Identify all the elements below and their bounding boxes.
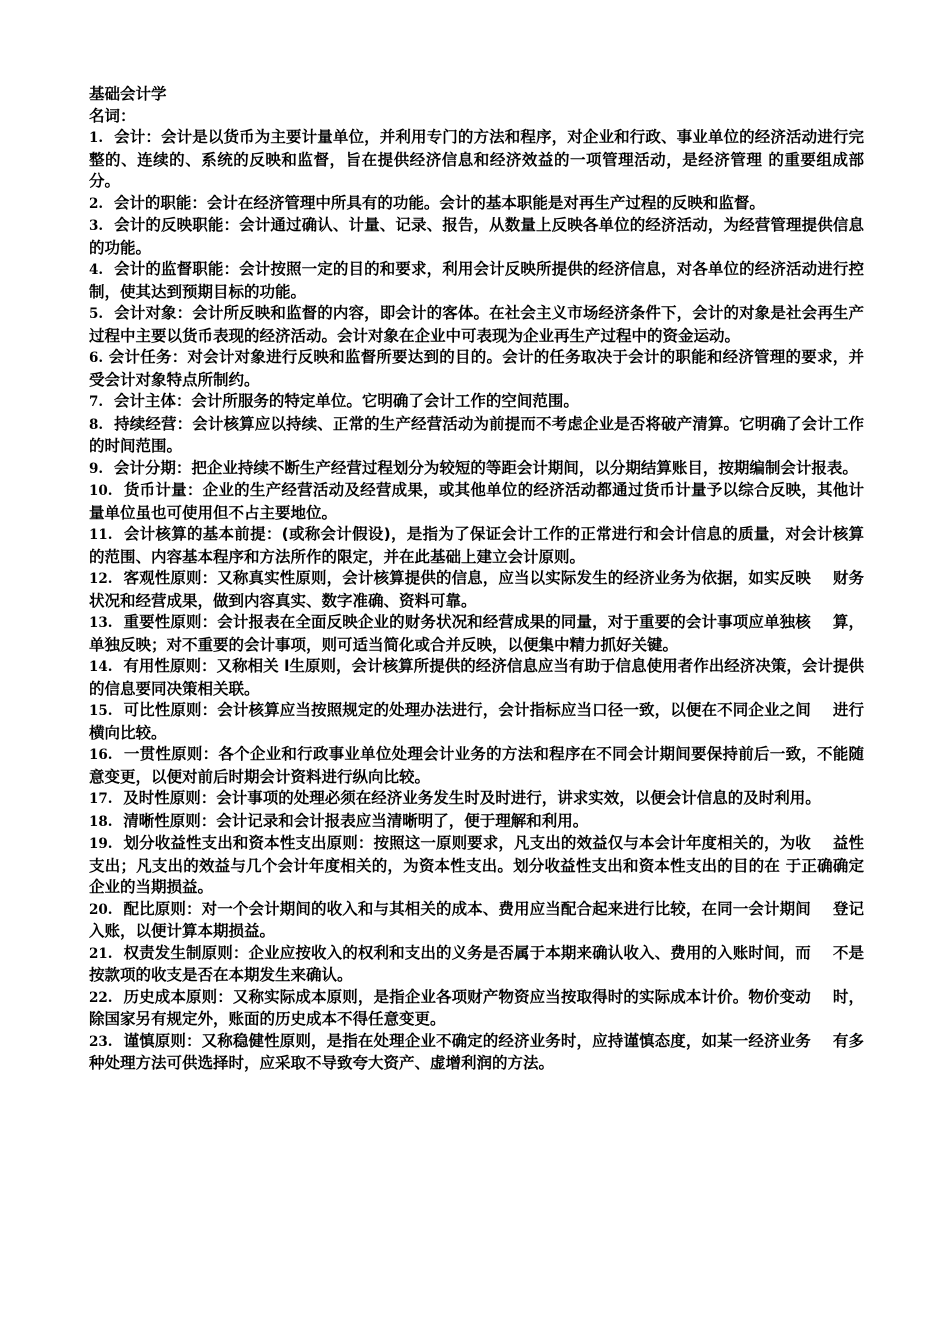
entry-text: 重要性原则：会计报表在全面反映企业的财务状况和经营成果的同量，对于重要的会计事项应单独核 算，单独反映；对不重要的会计事项，则可适当简化或合并反映，以便集中精力抓好关键。 [89, 613, 865, 654]
entry-text: 持续经营：会计核算应以持续、正常的生产经营活动为前提而不考虑企业是否将破产清算。它明确了会计工作的时间范围。 [89, 414, 864, 455]
entry-text: 客观性原则：又称真实性原则，会计核算提供的信息，应当以实际发生的经济业务为依据，如实反映 财务状况和经营成果，做到内容真实、数字准确、资料可靠。 [89, 569, 865, 610]
entry-number: 20. [89, 901, 113, 918]
entry-text: 配比原则：对一个会计期间的收入和与其相关的成本、费用应当配合起来进行比较，在同一会计期间 登记入账，以便计算本期损益。 [89, 899, 865, 940]
definition-entry [89, 700, 864, 744]
entry-text: 一贯性原则：各个企业和行政事业单位处理会计业务的方法和程序在不同会计期间要保持前后一致，不能随意变更，以便对前后时期会计资料进行纵向比较。 [89, 745, 864, 786]
entry-number-gap [113, 745, 124, 763]
entry-number: 13. [89, 615, 113, 631]
entry-number-gap [103, 216, 114, 234]
entry-text: 会计的职能：会计在经济管理中所具有的功能。会计的基本职能是对再生产过程的反映和监督。 [113, 193, 765, 212]
entry-text: 会计分期：把企业持续不断生产经营过程划分为较短的等距会计期间，以分期结算账目，按期编制会计报表。 [113, 458, 858, 477]
entry-number-gap [113, 525, 124, 543]
entry-number: 12. [89, 571, 113, 587]
entry-number: 15. [89, 703, 113, 719]
entry-number-gap [113, 613, 124, 631]
entry-number: 6. [89, 350, 104, 366]
definition-entry [89, 987, 864, 1031]
entry-text: 历史成本原则：又称实际成本原则，是指企业各项财产物资应当按取得时的实际成本计价。物价变动 时，除国家另有规定外，账面的历史成本不得任意变更。 [89, 987, 865, 1028]
definition-entry [89, 414, 864, 458]
entry-number-gap [103, 415, 114, 433]
entry-text: 及时性原则：会计事项的处理必须在经济业务发生时及时进行，讲求实效，以便会计信息的及时利用。 [123, 789, 821, 807]
entry-text: 会计的反映职能：会计通过确认、计量、记录、报告，从数量上反映各单位的经济活动，为经营管理提供信息的功能。 [89, 216, 864, 257]
definition-entry [89, 568, 864, 612]
entry-number-gap [103, 260, 114, 278]
entry-number-gap [103, 459, 114, 477]
entry-number: 22. [89, 989, 113, 1006]
entry-text: 划分收益性支出和资本性支出原则：按照这一原则要求，凡支出的效益仅与本会计年度相关的，为收 益性支出；凡支出的效益与几个会计年度相关的，为资本性支出。划分收益性支出和资本性支出的目的在 于正确确定企业的当期损益。 [89, 834, 865, 896]
entry-text: 可比性原则：会计核算应当按照规定的处理办法进行，会计指标应当口径一致，以便在不同企业之间 进行横向比较。 [89, 701, 865, 742]
definition-list [89, 127, 864, 1075]
entry-text: 清晰性原则：会计记录和会计报表应当清晰明了，便于理解和利用。 [123, 811, 589, 830]
entry-number-gap [113, 569, 124, 587]
definition-entry [89, 899, 864, 943]
definition-entry [89, 303, 864, 347]
definition-entry [89, 744, 864, 788]
entry-number-gap [113, 812, 124, 830]
definition-entry [89, 833, 864, 899]
entry-text: 会计：会计是以货币为主要计量单位，并利用专门的方法和程序，对企业和行政、事业单位的经济活动进行完整的、连续的、系统的反映和监督，旨在提供经济信息和经济效益的一项管理活动，是经济管理 的重要组成部分。 [89, 128, 864, 190]
entry-number: 8. [89, 416, 104, 433]
entry-text: 会计核算的基本前提：(或称会计假设)，是指为了保证会计工作的正常进行和会计信息的质量，对会计核算的范围、内容基本程序和方法所作的限定，并在此基础上建立会计原则。 [89, 525, 865, 566]
entry-number: 16. [89, 747, 113, 763]
entry-text: 货币计量：企业的生产经营活动及经营成果，或其他单位的经济活动都通过货币计量予以综合反映，其他计量单位虽也可使用但不占主要地位。 [89, 481, 864, 522]
entry-number-gap [113, 657, 124, 675]
entry-text: 会计的监督职能：会计按照一定的目的和要求，利用会计反映所提供的经济信息，对各单位的经济活动进行控制，使其达到预期目标的功能。 [89, 260, 864, 301]
entry-number-gap [103, 304, 114, 322]
entry-number: 7. [89, 394, 104, 410]
definition-entry [89, 943, 864, 987]
entry-number-gap [113, 900, 124, 918]
entry-number: 2. [89, 195, 104, 212]
entry-number: 17. [89, 791, 113, 807]
definition-entry [89, 788, 864, 811]
entry-number: 1. [89, 130, 104, 146]
definition-entry [89, 524, 864, 568]
entry-number: 9. [89, 460, 104, 477]
section-label-terms: 名词： [89, 106, 136, 125]
definition-entry [89, 656, 864, 700]
definition-entry [89, 391, 864, 414]
entry-text: 会计对象：会计所反映和监督的内容，即会计的客体。在社会主义市场经济条件下，会计的对象是社会再生产过程中主要以货币表现的经济活动。会计对象在企业中可表现为企业再生产过程中的资金运动。 [89, 304, 864, 345]
entry-number-gap [103, 194, 114, 212]
definition-entry [89, 1031, 864, 1075]
definition-entry [89, 215, 864, 259]
entry-number-gap [113, 1032, 124, 1050]
definition-entry [89, 259, 864, 303]
entry-number-gap [113, 834, 124, 852]
entry-text: 谨慎原则：又称稳健性原则，是指在处理企业不确定的经济业务时，应持谨慎态度，如某一经济业务 有多种处理方法可供选择时，应采取不导致夸大资产、虚增利润的方法。 [89, 1031, 865, 1072]
entry-number-gap [103, 392, 114, 410]
entry-text: 权责发生制原则：企业应按收入的权利和支出的义务是否属于本期来确认收入、费用的入账时间，而 不是按款项的收支是否在本期发生来确认。 [89, 943, 865, 984]
page-title: 基础会计学 [89, 85, 167, 103]
definition-entry [89, 458, 864, 481]
definition-entry [89, 480, 864, 524]
definition-entry [89, 612, 864, 656]
entry-text: 会计主体：会计所服务的特定单位。它明确了会计工作的空间范围。 [113, 392, 579, 410]
entry-number: 11. [89, 527, 113, 543]
entry-number: 14. [89, 659, 113, 675]
definition-entry [89, 811, 864, 834]
entry-number: 5. [89, 306, 104, 322]
definition-entry [89, 127, 864, 193]
entry-number-gap [113, 789, 124, 807]
entry-number-gap [113, 988, 124, 1006]
entry-number-gap [103, 128, 114, 146]
entry-text: 有用性原则：又称相关 l生原则，会计核算所提供的经济信息应当有助于信息使用者作出经济决策，会计提供的信息要同决策相关联。 [89, 657, 864, 698]
entry-number-gap [113, 701, 124, 719]
entry-number: 4. [89, 262, 104, 278]
entry-number: 10. [89, 483, 113, 499]
entry-number: 3. [89, 218, 104, 234]
entry-number-gap [113, 481, 124, 499]
document-body [89, 84, 864, 1075]
entry-number-gap [113, 944, 124, 962]
entry-number: 21. [89, 945, 113, 962]
definition-entry [89, 347, 864, 391]
definition-entry [89, 193, 864, 216]
entry-text: 会计任务：对会计对象进行反映和监督所要达到的目的。会计的任务取决于会计的职能和经济管理的要求，并受会计对象特点所制约。 [89, 348, 864, 389]
entry-number: 23. [89, 1033, 113, 1050]
entry-number: 19. [89, 836, 113, 852]
entry-number: 18. [89, 813, 113, 830]
